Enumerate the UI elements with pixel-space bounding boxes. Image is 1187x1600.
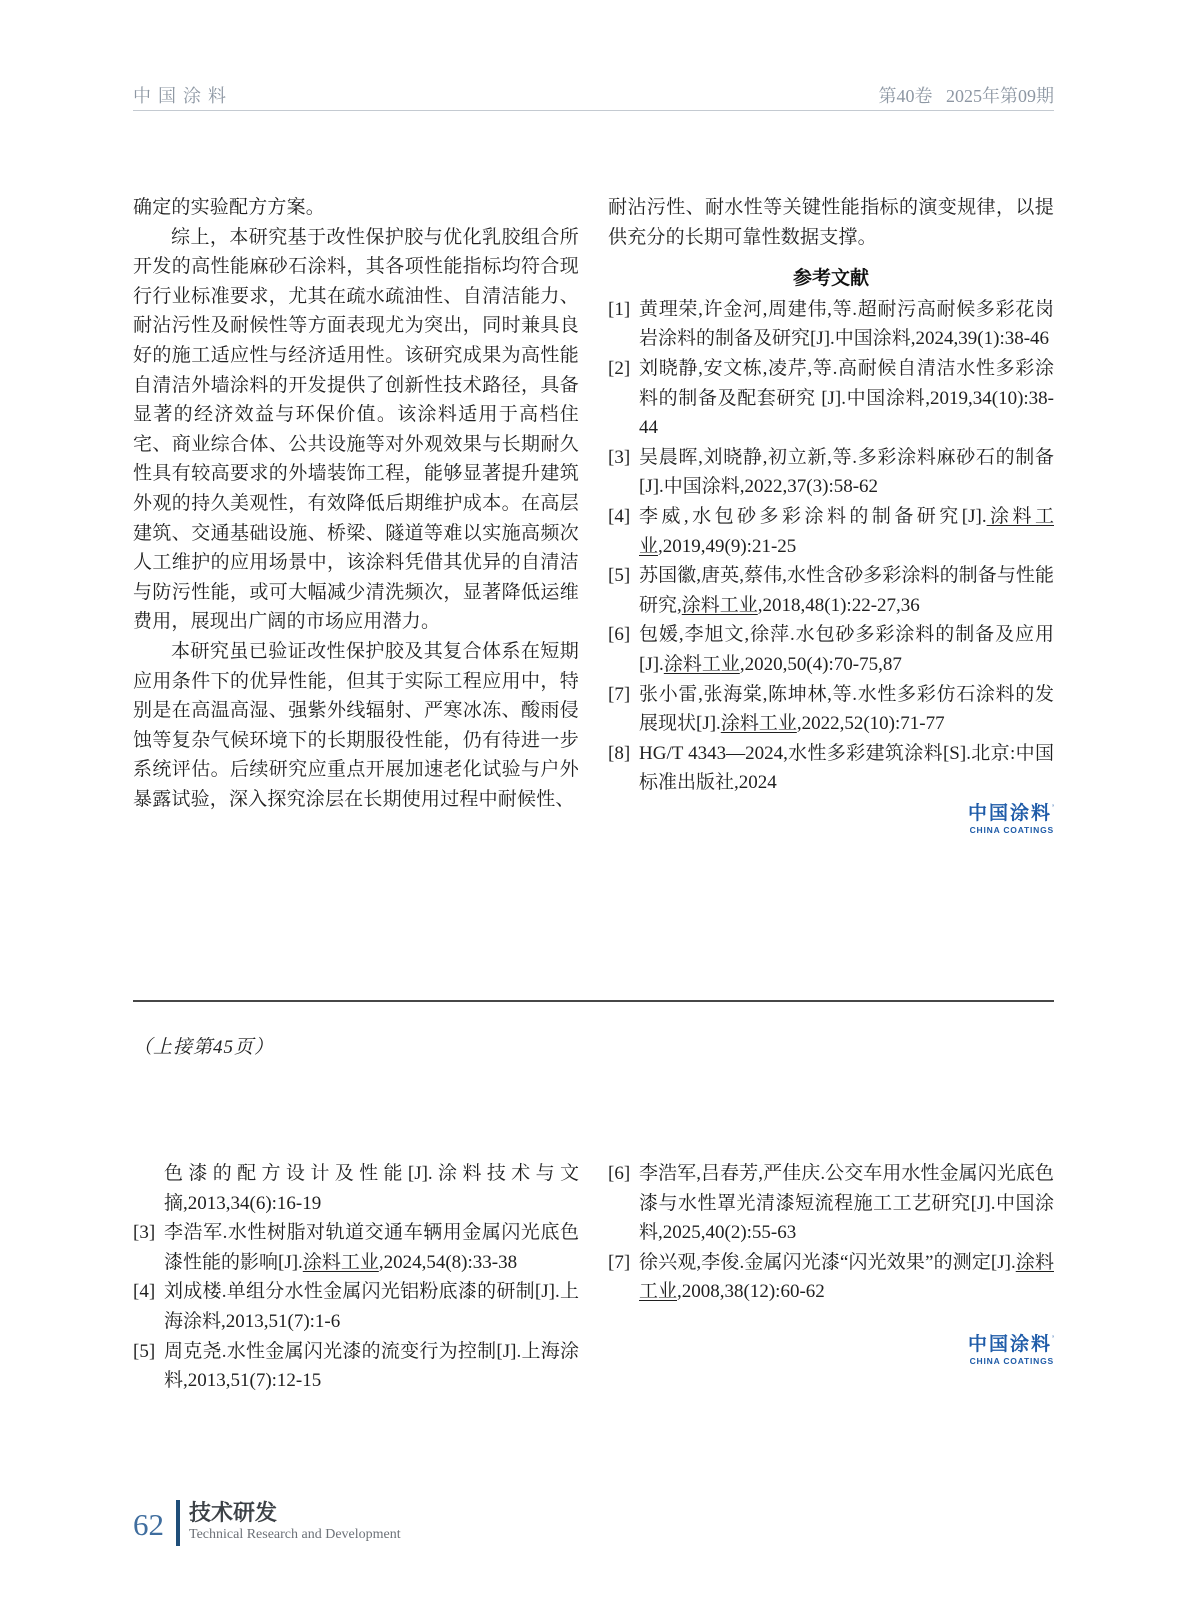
ref-text: 色漆的配方设计及性能[J].涂料技术与文摘,2013,34(6):16-19 <box>164 1163 579 1214</box>
ref-text: 张小雷,张海棠,陈坤林,等.水性多彩仿石涂料的发展现状[J].涂料工业,2022,52(10):71-77 <box>639 683 1054 735</box>
ref-text: 刘晓静,安文栋,凌芹,等.高耐候自清洁水性多彩涂料的制备及配套研究 [J].中国涂料,2019,34(10):38-44 <box>639 357 1054 439</box>
reference-item <box>133 1159 579 1218</box>
references-list <box>608 1159 1054 1307</box>
paragraph: 耐沾污性、耐水性等关键性能指标的演变规律，以提供充分的长期可靠性数据支撑。 <box>608 197 1054 248</box>
paragraph: 综上，本研究基于改性保护胶与优化乳胶组合所开发的高性能麻砂石涂料，其各项性能指标均符合现行行业标准要求，尤其在疏水疏油性、自清洁能力、耐沾污性及耐候性等方面表现尤为突出，同时兼具良好的施工适应性与经济适用性。该研究成果为高性能自清洁外墙涂料的开发提供了创新性技术路径，具备显著的经济效益与环保价值。该涂料适用于高档住宅、商业综合体、公共设施等对外观效果与长期耐久性具有较高要求的外墙装饰工程，能够显著提升建筑外观的持久美观性，有效降低后期维护成本。在高层建筑、交通基础设施、桥梁、隧道等难以实施高频次人工维护的应用场景中，该涂料凭借其优异的自清洁与防污性能，或可大幅减少清洗频次，显著降低运维费用，展现出广阔的市场应用潜力。 <box>133 226 579 633</box>
reference-item <box>608 680 1054 739</box>
reference-item <box>608 739 1054 798</box>
ref-text: 李浩军,吕春芳,严佳庆.公交车用水性金属闪光底色漆与水性罩光清漆短流程施工工艺研究[J].中国涂料,2025,40(2):55-63 <box>639 1163 1054 1244</box>
ref-number: [6] <box>608 624 631 646</box>
logo-en-text: CHINA COATINGS <box>969 824 1054 835</box>
issue-info: 第40卷 2025年第09期 <box>878 86 1054 106</box>
ref-text: 苏国徽,唐英,蔡伟,水性含砂多彩涂料的制备与性能研究,涂料工业,2018,48(1):22-27,36 <box>639 565 1054 616</box>
ref-number: [2] <box>608 357 631 379</box>
ref-text: 周克尧.水性金属闪光漆的流变行为控制[J].上海涂料,2013,51(7):12-15 <box>164 1340 579 1392</box>
reference-item <box>608 443 1054 502</box>
section-title-cn: 技术研发 <box>189 1500 278 1525</box>
paragraph: 确定的实验配方方案。 <box>133 197 326 218</box>
reference-item <box>608 620 1054 679</box>
logo-cn-text: 中国涂料 <box>967 802 1052 824</box>
ref-number: [5] <box>608 565 631 587</box>
footer-section-titles <box>189 1500 401 1546</box>
continued-right-column <box>608 1158 1054 1396</box>
reference-item <box>133 1218 579 1277</box>
references-list <box>608 295 1054 798</box>
reference-item <box>608 502 1054 561</box>
ref-number: [7] <box>608 683 631 705</box>
logo-cn-text: 中国涂料 <box>967 1333 1052 1355</box>
ref-number: [1] <box>608 298 631 320</box>
ref-text: 黄理荣,许金河,周建伟,等.超耐污高耐候多彩花岗岩涂料的制备及研究[J].中国涂料,2024,39(1):38-46 <box>639 298 1054 350</box>
article-right-column <box>608 193 1054 835</box>
journal-name: 中国涂料 <box>133 86 233 106</box>
header-rule <box>133 110 1054 111</box>
china-coatings-logo <box>608 1335 1054 1366</box>
ref-text: 吴晨晖,刘晓静,初立新,等.多彩涂料麻砂石的制备[J].中国涂料,2022,37(3):58-62 <box>639 446 1054 498</box>
reference-item <box>133 1337 579 1396</box>
reference-item <box>608 295 1054 354</box>
ref-number: [5] <box>133 1340 156 1362</box>
references-list <box>133 1159 579 1396</box>
ref-text: 刘成楼.单组分水性金属闪光铝粉底漆的研制[J].上海涂料,2013,51(7):1-6 <box>164 1281 579 1332</box>
footer-divider-bar <box>176 1500 180 1546</box>
ref-text: HG/T 4343—2024,水性多彩建筑涂料[S].北京:中国标准出版社,2024 <box>639 742 1054 794</box>
page-number: 62 <box>133 1507 164 1543</box>
article-left-column <box>133 193 579 835</box>
continuation-note: （上接第45页） <box>133 1037 275 1058</box>
paragraph: 本研究虽已验证改性保护胶及其复合体系在短期应用条件下的优异性能，但其于实际工程应用中，特别是在高温高湿、强紫外线辐射、严寒冰冻、酸雨侵蚀等复杂气候环境下的长期服役性能，仍有待进一步系统评估。后续研究应重点开展加速老化试验与户外暴露试验，深入探究涂层在长期使用过程中耐候性、 <box>133 640 579 810</box>
ref-number: [8] <box>608 742 631 764</box>
logo-trademark-mark: ’ <box>1052 802 1054 813</box>
logo-trademark-mark: ’ <box>1052 1333 1054 1344</box>
reference-item <box>608 561 1054 620</box>
ref-text: 李浩军.水性树脂对轨道交通车辆用金属闪光底色漆性能的影响[J].涂料工业,2024,54(8):33-38 <box>164 1222 579 1273</box>
section-title-en: Technical Research and Development <box>189 1527 401 1543</box>
reference-item <box>608 354 1054 443</box>
ref-number: [4] <box>608 505 631 527</box>
ref-text: 徐兴观,李俊.金属闪光漆“闪光效果”的测定[J].涂料工业,2008,38(12):60-62 <box>639 1251 1054 1303</box>
continued-left-column <box>133 1158 579 1396</box>
references-heading: 参考文献 <box>792 268 869 290</box>
ref-number: [3] <box>133 1222 156 1244</box>
ref-number: [6] <box>608 1163 631 1184</box>
continued-references-body <box>133 1158 1054 1396</box>
ref-number: [3] <box>608 446 631 468</box>
china-coatings-logo <box>608 804 1054 835</box>
reference-item <box>608 1248 1054 1307</box>
logo-en-text: CHINA COATINGS <box>969 1355 1054 1366</box>
reference-item <box>133 1277 579 1336</box>
ref-number: [7] <box>608 1251 631 1273</box>
reference-item <box>608 1159 1054 1248</box>
section-divider <box>133 1000 1054 1002</box>
article-body <box>133 193 1054 835</box>
ref-text: 李威,水包砂多彩涂料的制备研究[J].涂料工业,2019,49(9):21-25 <box>639 505 1054 557</box>
page-footer <box>133 1500 401 1546</box>
ref-number: [4] <box>133 1281 156 1303</box>
ref-text: 包媛,李旭文,徐萍.水包砂多彩涂料的制备及应用[J].涂料工业,2020,50(4):70-75,87 <box>639 624 1054 675</box>
